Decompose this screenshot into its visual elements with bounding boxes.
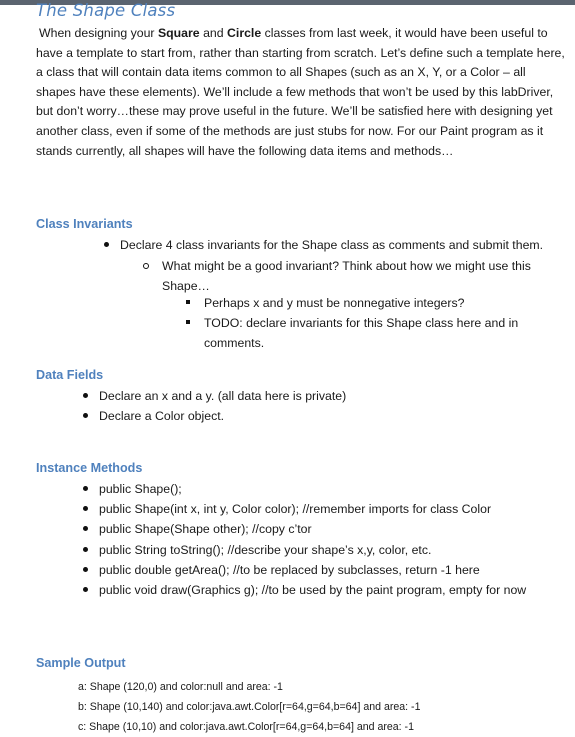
sample-output-heading: Sample Output [36, 656, 126, 670]
sample-output-line: b: Shape (10,140) and color:java.awt.Color[r=64,g=64,b=64] and area: -1 [78, 701, 421, 714]
instance-methods-item [99, 560, 567, 580]
data-fields-item [99, 386, 559, 406]
class-invariants-list [120, 235, 565, 255]
instance-methods-item [99, 540, 567, 560]
sample-output-line: c: Shape (10,10) and color:java.awt.Color[r=64,g=64,b=64] and area: -1 [78, 721, 414, 734]
sample-output-block [78, 677, 420, 737]
instance-methods-item-text: public Shape(); [99, 482, 182, 496]
intro-paragraph [36, 24, 566, 161]
document-title: The Shape Class [36, 1, 176, 20]
instance-methods-item-text: public double getArea(); //to be replaced by subclasses, return -1 here [99, 562, 480, 577]
instance-methods-heading: Instance Methods [36, 461, 143, 475]
instance-methods-item-text: public Shape(int x, int y, Color color); //remember imports for class Color [99, 502, 492, 517]
data-fields-item-text: Declare a Color object. [99, 409, 225, 424]
class-invariants-subsublist [204, 293, 549, 354]
data-fields-heading: Data Fields [36, 368, 104, 382]
intro-circle-word: Circle [227, 26, 262, 40]
class-invariants-subsubitem [204, 313, 549, 353]
instance-methods-list [99, 479, 567, 600]
intro-text-2: and [199, 26, 228, 40]
sample-output-line: a: Shape (120,0) and color:null and area: -1 [78, 681, 283, 693]
instance-methods-item [99, 499, 567, 519]
class-invariants-subsubitem-text: Perhaps x and y must be nonnegative integers? [204, 296, 465, 310]
class-invariants-subitem-text: What might be a good invariant? Think about how we might use this Shape… [162, 259, 531, 294]
data-fields-item [99, 406, 559, 426]
class-invariants-subsubitem [204, 293, 549, 313]
class-invariants-sublist [162, 256, 562, 296]
instance-methods-item [99, 479, 567, 499]
intro-text-3: classes from last week, it would have been useful to have a template to start from, rather than starting from scratch. Let’s define such a template here, a class that will contain data items common to all Shapes (such as an X, Y, or a Color – all shapes have these elements). We’ll include a few methods that won’t be used by this labDriver, but don’t worry…these may prove useful in the future. We’ll be satisfied here with designing yet another class, even if some of the methods are just stubs for now. For our Paint program as it stands currently, all shapes will have the following data items and methods… [36, 26, 565, 158]
instance-methods-item-text: public String toString(); //describe your shape’s x,y, color, etc. [99, 542, 432, 557]
instance-methods-item [99, 519, 567, 539]
intro-square-word: Square [157, 26, 200, 40]
data-fields-list [99, 386, 559, 426]
class-invariants-item [120, 235, 565, 255]
data-fields-item-text: Declare an x and a y. (all data here is private) [99, 389, 347, 403]
class-invariants-item-text: Declare 4 class invariants for the Shape class as comments and submit them. [120, 238, 544, 252]
class-invariants-heading: Class Invariants [36, 217, 133, 231]
class-invariants-subitem [162, 256, 562, 296]
class-invariants-subsubitem-text: TODO: declare invariants for this Shape class here and in comments. [204, 316, 519, 351]
instance-methods-item-text: public Shape(Shape other); //copy c’tor [99, 522, 312, 537]
intro-text-1: When designing your [39, 26, 158, 40]
instance-methods-item-text: public void draw(Graphics g); //to be used by the paint program, empty for now [99, 583, 527, 598]
instance-methods-item [99, 580, 567, 600]
